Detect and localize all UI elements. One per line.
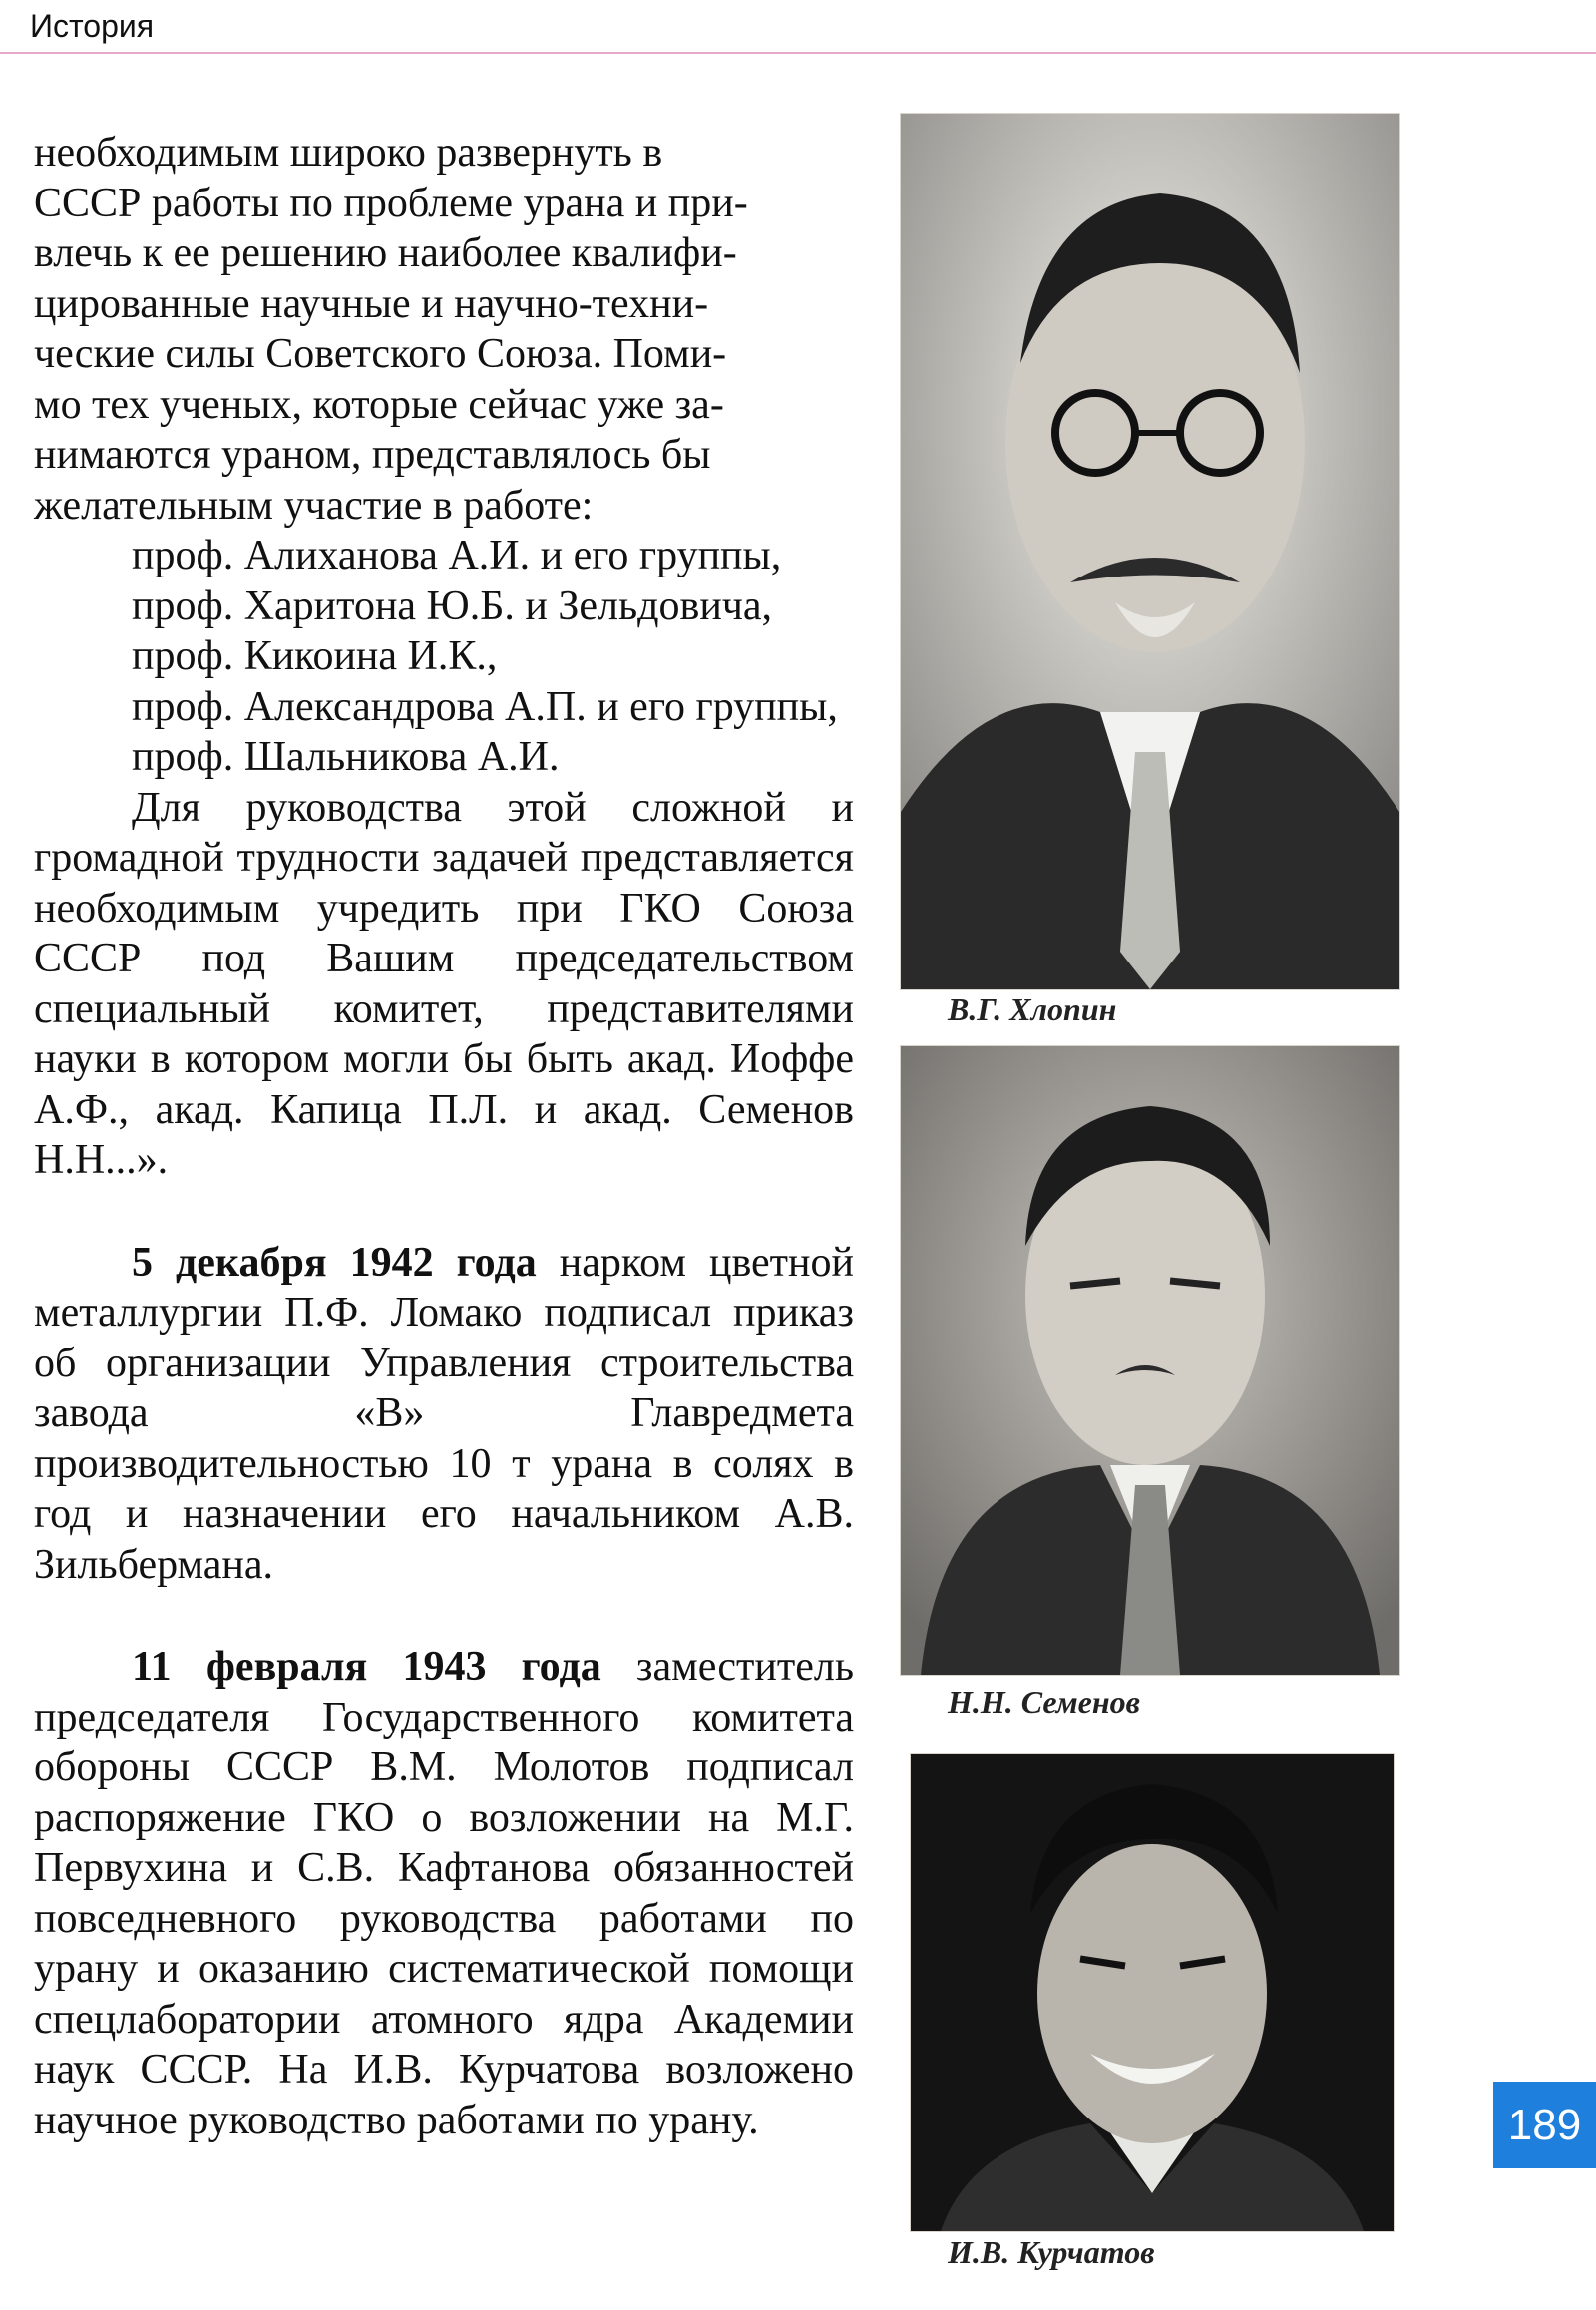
paragraph-1-line: влечь к ее решению наиболее квалифи-: [34, 230, 737, 276]
paragraph-1-line: цированные научные и научно-техни-: [34, 280, 709, 327]
caption-khlopin: В.Г. Хлопин: [948, 991, 1117, 1027]
portrait-photo-icon: [901, 114, 1399, 989]
paragraph-1-line: нимаются ураном, представлялось бы: [34, 432, 711, 478]
paragraph-4-text: заместитель председателя Государственного комитета обороны СССР В.М. Молотов подписал распоряжение ГКО о возложении на М.Г. Первухина и С.В. Кафтанова обязанностей повседневного руководства работами по урану и оказанию систематической помощи спецлаборатории атомного ядра Академии наук СССР. На И.В. Курчатова возложено научное руководство работами по урану.: [34, 1644, 854, 2143]
header-divider: [0, 52, 1596, 54]
page-number: 189: [1493, 2082, 1596, 2168]
paragraph-1-line: необходимым широко развернуть в: [34, 130, 663, 176]
paragraph-3-text: нарком цветной металлургии П.Ф. Ломако подписал приказ об организации Управления строительства завода «В» Главредмета производительностью 10 т урана в солях в год и назначении его начальником А.В. Зильбермана.: [34, 1239, 854, 1588]
caption-semenov: Н.Н. Семенов: [948, 1684, 1140, 1720]
portrait-kurchatov: [910, 1753, 1395, 2232]
paragraph-1-line: мо тех ученых, которые сейчас уже за-: [34, 381, 724, 428]
list-item: проф. Алиханова А.И. и его группы,: [132, 533, 782, 578]
paragraph-1-line: ческие силы Советского Союза. Поми-: [34, 331, 727, 377]
list-item: проф. Александрова А.П. и его группы,: [132, 683, 838, 730]
caption-kurchatov: И.В. Курчатов: [948, 2234, 1155, 2270]
section-label: История: [30, 8, 155, 44]
portrait-photo-icon: [901, 1046, 1399, 1675]
paragraph-1-line: желательным участие в работе:: [34, 482, 594, 529]
list-item: проф. Шальникова А.И.: [132, 734, 560, 780]
paragraph-2: Для руководства этой сложной и громадной трудности задачей представляется необходимым учредить при ГКО Союза СССР под Вашим председательством специальный комитет, представителями науки в котором могли бы быть акад. Иоффе А.Ф., акад. Капица П.Л. и акад. Семенов Н.Н...».: [34, 784, 854, 1183]
list-item: проф. Харитона Ю.Б. и Зельдовича,: [132, 582, 773, 629]
list-item: проф. Кикоина И.К.,: [132, 633, 498, 679]
date-1943: 11 февраля 1943 года: [132, 1644, 601, 1690]
portrait-khlopin: [900, 113, 1400, 990]
date-1942: 5 декабря 1942 года: [132, 1239, 537, 1286]
portrait-semenov: [900, 1045, 1400, 1676]
paragraph-4: [34, 1642, 854, 2145]
portrait-photo-icon: [911, 1754, 1394, 2231]
main-text: [34, 128, 854, 2145]
paragraph-3: [34, 1238, 854, 1591]
paragraph-1-line: СССР работы по проблеме урана и при-: [34, 180, 748, 226]
